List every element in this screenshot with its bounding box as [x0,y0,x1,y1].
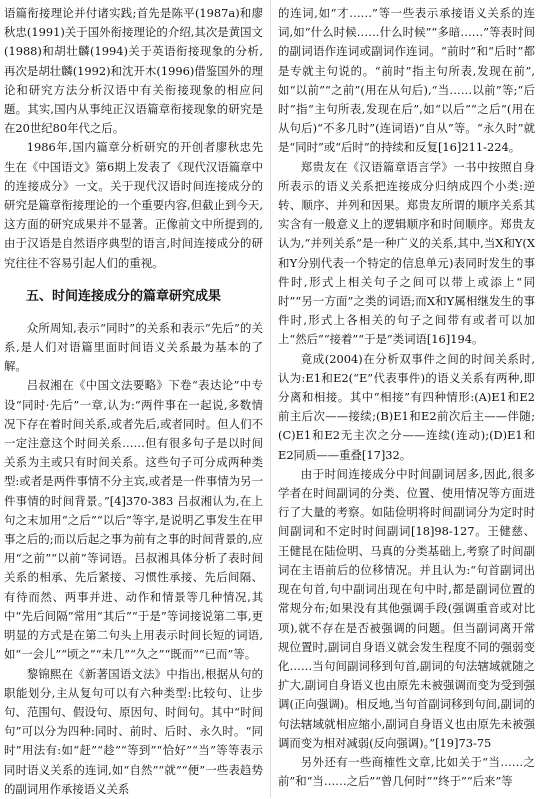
paragraph-1986: 1986年,国内篇章分析研究的开创者廖秋忠先生在《中国语文》第6期上发表了《现代汉语篇章中的连接成分》一文。关于现代汉语时间连接成分的研究是篇章衔接理论的一个重要内容,但截止到今天,这方面的研究成果并不显著。正像前文中所提到的,由于汉语是自然语序典型的语言,时间连接成分的研究往往不容易引起人们的重视。 [4,140,263,270]
paragraph-continued: 的连词,如“才……”等一些表示承接语义关系的连词,如“什么时候……什么时候”“多暗……”等表时间的副词语作连词或副词作连词。“前时”和“后时”都是专就主句说的。“前时”指主句所表,发现在前”,如“以前”“之前”(用在从句后),“当……以前”等;“后时”指“主句所表,发现在后”,如“以后”“之后”(用在从句后)“不多几时”(连词语)“自从”等。“永久时”就是“同时”或“后时”的持续和反复[16]211-224。 [278,6,535,155]
paragraph-intro-continued: 语篇衔接理论并付诸实践;首先是陈平(1987a)和廖秋忠(1991)关于国外衔接理论的介绍,其次是黄国文(1988)和胡壮麟(1994)关于英语衔接现象的分析,再次是胡壮麟(1992)和沈开木(1996)借鉴国外的理论和研究方法分析汉语中有关衔接现象的相应问题。其实,国内从事纯正汉语篇章衔接现象的研究是在20世纪80年代之后。 [4,6,263,136]
paragraph-other-articles: 另外还有一些商榷性文章,比如关于“当……之前”和“当……之后”“曾几何时”“终于”“后来”等 [278,754,535,789]
paragraph-li-jinxi: 黎锦熙在《新著国语文法》中指出,根据从句的职能划分,主从复句可以有六种类型:比较句、让步句、范围句、假设句、原因句、时间句。其中“时间句”可以分为四种:同时、前时、后时、永久时。“同时”用法有:如“赶”“趁”“等到”“恰好”“当”等等表示同时语义关系的连词,如“自然”“就”“便”一些表趋势的副词用作承接语义关系 [4,666,263,796]
paragraph-time-relations: 众所周知,表示“同时”的关系和表示“先后”的关系,是人们对语篇里面时间语义关系最为基本的了解。 [4,320,263,374]
section-heading: 五、时间连接成分的篇章研究成果 [26,288,222,304]
right-column [278,4,535,791]
paragraph-lv-shuxiang: 吕叔湘在《中国文法要略》下卷“表达论”中专设“同时·先后”一章,认为:“两件事在一起说,多数情况下存在着时间关系,或者先后,或者同时。但人们不一定注意这个时间关系……但有很多句子是以时间关系为主或只有时间关系。这些句子可分成两种类型:或者是两件事情不分主宾,或者是一件事情为另一件事情的时间背景。”[4]370-383 吕叔湘认为,在上句之末加用“之后”“以后”等字,是说明乙事发生在甲事之后的;而以后起之事为前有之事的时间背景的,应用“之前”“以前”等词语。吕叔湘具体分析了表时间关系的相承、先后紧接、习惯性承接、先后间隔、有待而然、两事并进、动作和情景等几种情况,其中“先后间隔”常用“其后”“于是”等词接说第二事,更明显的方式是在第二句头上用表示时间长短的词语,如“一会儿”“顷之”“未几”“久之”“既而”“已而”等。 [4,378,263,662]
column-divider [270,0,271,798]
paragraph-time-adverbs: 由于时间连接成分中时间副词居多,因此,很多学者在时间副词的分类、位置、使用情况等方面进行了大量的考察。如陆俭明将时间副词分为定时时间副词和不定时时间副词[18]98-127。王健慈、王健昆在陆俭明、马真的分类基础上,考察了时间副词在主语前后的位移情况。并且认为:“句首副词出现在句首,句中副词出现在句中时,都是副词位置的常规分布;如果没有其他强调手段(强调重音或对比项),就不存在是否被强调的问题。但当副词离开常规位置时,副词自身语义就会发生程度不同的强弱变化……当句间副词移到句首,副词的句法辖域就随之扩大,副词自身语义也由原先未被强调而变为受到强调(正向强调)。相反地,当句首副词移到句间,副词的句法辖域就相应缩小,副词自身语义也由原先未被强调而变为相对减弱(反向强调)。”[19]73-75 [278,466,535,750]
left-column [4,4,263,799]
paragraph-zheng-guiyou: 郑贵友在《汉语篇章语言学》一书中按照自身所表示的语义关系把连接成分归纳成四个小类:逆转、顺序、并列和因果。郑贵友所谓的顺序关系其实含有一般意义上的逻辑顺序和时间顺序。郑贵友认为,“并列关系”是一种广义的关系,其中,当X和Y(X和Y分别代表一个特定的信息单元)表同时发生的事件时,形式上相关句子之间可以带上或添上“同时”“另一方面”之类的词语;而X和Y属相继发生的事件时,形式上各相关的句子之间带有或者可以加上“然后”“接着”“于是”类词语[16]194。 [278,159,535,347]
paragraph-jing-cheng: 竟成(2004)在分析双事件之间的时间关系时,认为:E1和E2(“E”代表事件)的语义关系有两种,即分离和相接。其中“相接”有四种情形:(A)E1和E2前主后次——接续;(B)E1和E2前次后主——伴随;(C)E1和E2无主次之分——连续(连动);(D)E1和E2同质——重叠[17]32。 [278,351,535,462]
